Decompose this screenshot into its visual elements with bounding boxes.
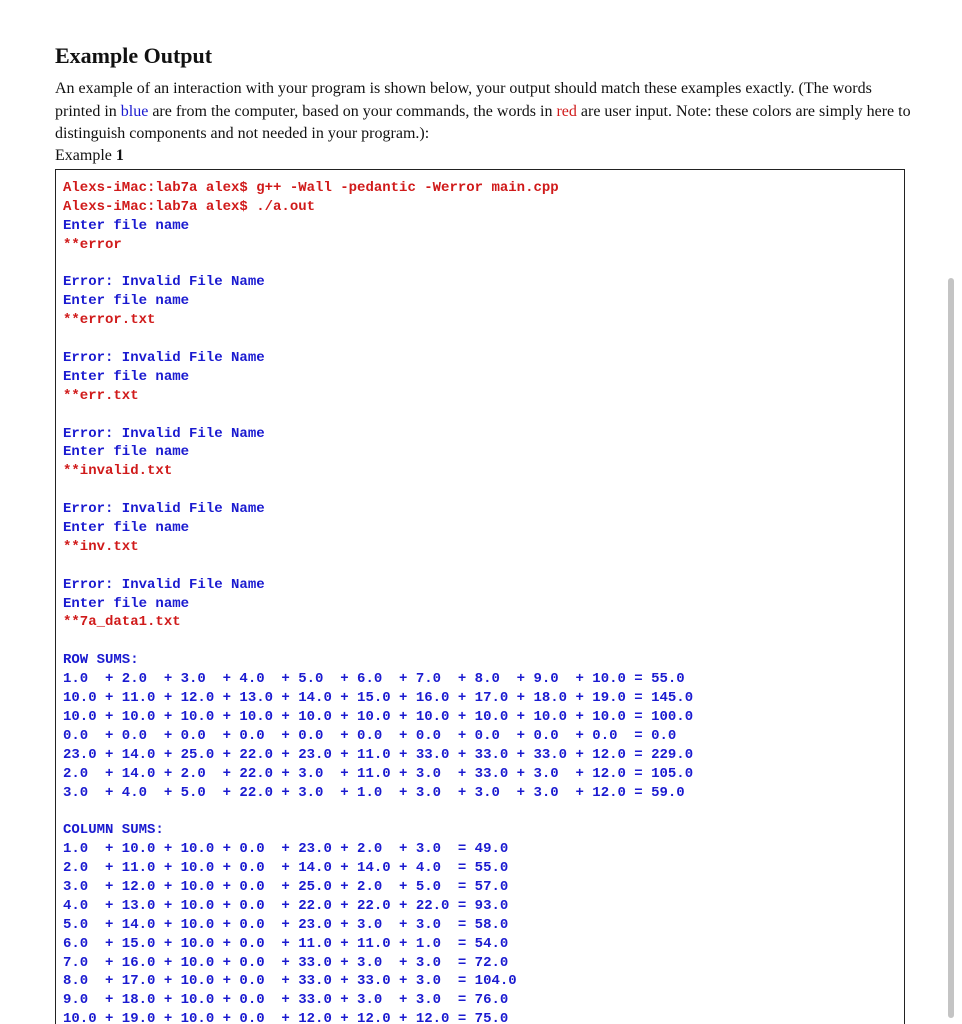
- console-line-out: 0.0 + 0.0 + 0.0 + 0.0 + 0.0 + 0.0 + 0.0 + 0.0 + 0.0 + 0.0 = 0.0: [63, 727, 677, 744]
- intro-paragraph: [55, 78, 915, 146]
- console-line-out: Error: Invalid File Name: [63, 501, 265, 518]
- console-blank-line: [63, 802, 904, 821]
- console-line-out: 4.0 + 13.0 + 10.0 + 0.0 + 22.0 + 22.0 + 22.0 = 93.0: [63, 897, 509, 914]
- console-blank-line: [63, 255, 904, 274]
- console-line-inp: **inv.txt: [63, 538, 139, 555]
- console-line-out: Enter file name: [63, 595, 190, 612]
- example-number: 1: [115, 147, 124, 164]
- page-heading: Example Output: [55, 43, 213, 68]
- console-line-out: 8.0 + 17.0 + 10.0 + 0.0 + 33.0 + 33.0 + 3.0 = 104.0: [63, 973, 517, 990]
- console-line-out: Error: Invalid File Name: [63, 576, 265, 593]
- intro-text-3: are user input. Note: these colors are simply here to distinguish components and not needed in your program.):: [55, 102, 911, 142]
- console-line-out: Error: Invalid File Name: [63, 425, 265, 442]
- console-line-out: 3.0 + 12.0 + 10.0 + 0.0 + 25.0 + 2.0 + 5.0 = 57.0: [63, 878, 509, 895]
- console-line-cmd: Alexs-iMac:lab7a alex$ g++ -Wall -pedantic -Werror main.cpp: [63, 180, 559, 196]
- console-line-out: 3.0 + 4.0 + 5.0 + 22.0 + 3.0 + 1.0 + 3.0 + 3.0 + 3.0 + 12.0 = 59.0: [63, 784, 685, 801]
- console-line-inp: **error: [63, 236, 122, 253]
- console-blank-line: [63, 481, 904, 500]
- console-line-out: Error: Invalid File Name: [63, 274, 265, 291]
- page-scrollbar[interactable]: [948, 278, 954, 1018]
- console-output-box: [55, 169, 905, 1024]
- console-blank-line: [63, 406, 904, 425]
- console-blank-line: [63, 632, 904, 651]
- console-line-out: ROW SUMS:: [63, 652, 139, 669]
- console-line-out: Enter file name: [63, 368, 190, 385]
- console-line-out: Error: Invalid File Name: [63, 350, 265, 367]
- intro-text-1: An example of an interaction with your program is shown below, your output should match these examples exactly. (The words printed in: [55, 80, 872, 120]
- example-label: [55, 146, 124, 166]
- console-line-out: 10.0 + 11.0 + 12.0 + 13.0 + 14.0 + 15.0 + 16.0 + 17.0 + 18.0 + 19.0 = 145.0: [63, 690, 694, 707]
- console-line-out: 7.0 + 16.0 + 10.0 + 0.0 + 33.0 + 3.0 + 3.0 = 72.0: [63, 954, 509, 971]
- console-line-out: Enter file name: [63, 520, 190, 537]
- console-line-out: 5.0 + 14.0 + 10.0 + 0.0 + 23.0 + 3.0 + 3.0 = 58.0: [63, 916, 509, 933]
- console-line-out: 23.0 + 14.0 + 25.0 + 22.0 + 23.0 + 11.0 + 33.0 + 33.0 + 33.0 + 12.0 = 229.0: [63, 746, 694, 763]
- intro-red-word: red: [556, 102, 577, 120]
- intro-blue-word: blue: [120, 102, 149, 120]
- console-line-inp: **err.txt: [63, 387, 139, 404]
- example-label-prefix: Example: [55, 147, 116, 164]
- console-line-out: 10.0 + 10.0 + 10.0 + 10.0 + 10.0 + 10.0 + 10.0 + 10.0 + 10.0 + 10.0 = 100.0: [63, 708, 694, 725]
- console-line-out: Enter file name: [63, 293, 190, 310]
- intro-text-2: are from the computer, based on your commands, the words in: [148, 102, 557, 120]
- console-line-out: Enter file name: [63, 217, 190, 234]
- console-blank-line: [63, 557, 904, 576]
- console-line-out: 2.0 + 11.0 + 10.0 + 0.0 + 14.0 + 14.0 + 4.0 = 55.0: [63, 860, 509, 877]
- console-line-out: 1.0 + 10.0 + 10.0 + 0.0 + 23.0 + 2.0 + 3.0 = 49.0: [63, 841, 509, 858]
- console-blank-line: [63, 330, 904, 349]
- console-line-inp: **invalid.txt: [63, 463, 173, 480]
- console-line-out: COLUMN SUMS:: [63, 822, 164, 839]
- console-line-out: 6.0 + 15.0 + 10.0 + 0.0 + 11.0 + 11.0 + 1.0 = 54.0: [63, 935, 509, 952]
- console-line-inp: **7a_data1.txt: [63, 614, 181, 631]
- console-line-out: Enter file name: [63, 444, 190, 461]
- console-line-out: 2.0 + 14.0 + 2.0 + 22.0 + 3.0 + 11.0 + 3.0 + 33.0 + 3.0 + 12.0 = 105.0: [63, 765, 694, 782]
- console-line-out: 9.0 + 18.0 + 10.0 + 0.0 + 33.0 + 3.0 + 3.0 = 76.0: [63, 992, 509, 1009]
- console-line-cmd: Alexs-iMac:lab7a alex$ ./a.out: [63, 198, 316, 215]
- console-line-out: 10.0 + 19.0 + 10.0 + 0.0 + 12.0 + 12.0 + 12.0 = 75.0: [63, 1011, 509, 1024]
- console-line-inp: **error.txt: [63, 312, 156, 329]
- console-line-out: 1.0 + 2.0 + 3.0 + 4.0 + 5.0 + 6.0 + 7.0 + 8.0 + 9.0 + 10.0 = 55.0: [63, 671, 685, 688]
